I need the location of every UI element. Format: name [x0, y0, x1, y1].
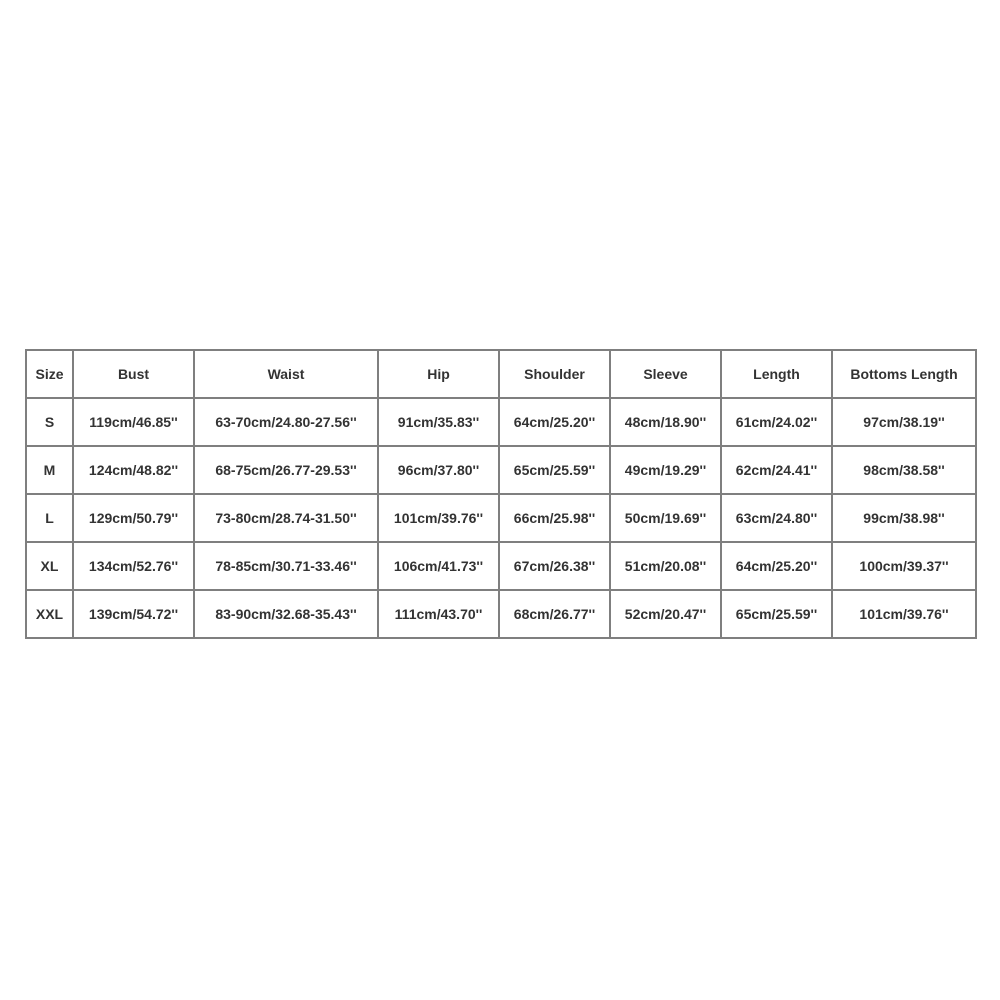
length-cell: 61cm/24.02'': [721, 398, 832, 446]
waist-cell: 78-85cm/30.71-33.46'': [194, 542, 378, 590]
size-cell: S: [26, 398, 73, 446]
waist-cell: 73-80cm/28.74-31.50'': [194, 494, 378, 542]
header-size: Size: [26, 350, 73, 398]
waist-cell: 68-75cm/26.77-29.53'': [194, 446, 378, 494]
waist-cell: 83-90cm/32.68-35.43'': [194, 590, 378, 638]
length-cell: 63cm/24.80'': [721, 494, 832, 542]
hip-cell: 96cm/37.80'': [378, 446, 499, 494]
shoulder-cell: 64cm/25.20'': [499, 398, 610, 446]
bust-cell: 119cm/46.85'': [73, 398, 194, 446]
header-hip: Hip: [378, 350, 499, 398]
shoulder-cell: 67cm/26.38'': [499, 542, 610, 590]
bottoms-length-cell: 98cm/38.58'': [832, 446, 976, 494]
bottoms-length-cell: 97cm/38.19'': [832, 398, 976, 446]
bottoms-length-cell: 100cm/39.37'': [832, 542, 976, 590]
waist-cell: 63-70cm/24.80-27.56'': [194, 398, 378, 446]
table-row: [26, 590, 976, 638]
sleeve-cell: 51cm/20.08'': [610, 542, 721, 590]
sleeve-cell: 50cm/19.69'': [610, 494, 721, 542]
length-cell: 65cm/25.59'': [721, 590, 832, 638]
shoulder-cell: 65cm/25.59'': [499, 446, 610, 494]
sleeve-cell: 48cm/18.90'': [610, 398, 721, 446]
size-chart-table: [25, 349, 977, 639]
size-cell: L: [26, 494, 73, 542]
sleeve-cell: 49cm/19.29'': [610, 446, 721, 494]
size-cell: XXL: [26, 590, 73, 638]
table-row: [26, 446, 976, 494]
hip-cell: 101cm/39.76'': [378, 494, 499, 542]
bust-cell: 129cm/50.79'': [73, 494, 194, 542]
header-shoulder: Shoulder: [499, 350, 610, 398]
size-cell: XL: [26, 542, 73, 590]
header-waist: Waist: [194, 350, 378, 398]
header-row: [26, 350, 976, 398]
header-bust: Bust: [73, 350, 194, 398]
bottoms-length-cell: 99cm/38.98'': [832, 494, 976, 542]
bottoms-length-cell: 101cm/39.76'': [832, 590, 976, 638]
table-row: [26, 542, 976, 590]
sleeve-cell: 52cm/20.47'': [610, 590, 721, 638]
bust-cell: 134cm/52.76'': [73, 542, 194, 590]
table-row: [26, 398, 976, 446]
header-bottoms-length: Bottoms Length: [832, 350, 976, 398]
table-row: [26, 494, 976, 542]
hip-cell: 106cm/41.73'': [378, 542, 499, 590]
length-cell: 62cm/24.41'': [721, 446, 832, 494]
size-cell: M: [26, 446, 73, 494]
length-cell: 64cm/25.20'': [721, 542, 832, 590]
bust-cell: 139cm/54.72'': [73, 590, 194, 638]
hip-cell: 91cm/35.83'': [378, 398, 499, 446]
shoulder-cell: 66cm/25.98'': [499, 494, 610, 542]
header-sleeve: Sleeve: [610, 350, 721, 398]
header-length: Length: [721, 350, 832, 398]
shoulder-cell: 68cm/26.77'': [499, 590, 610, 638]
bust-cell: 124cm/48.82'': [73, 446, 194, 494]
hip-cell: 111cm/43.70'': [378, 590, 499, 638]
